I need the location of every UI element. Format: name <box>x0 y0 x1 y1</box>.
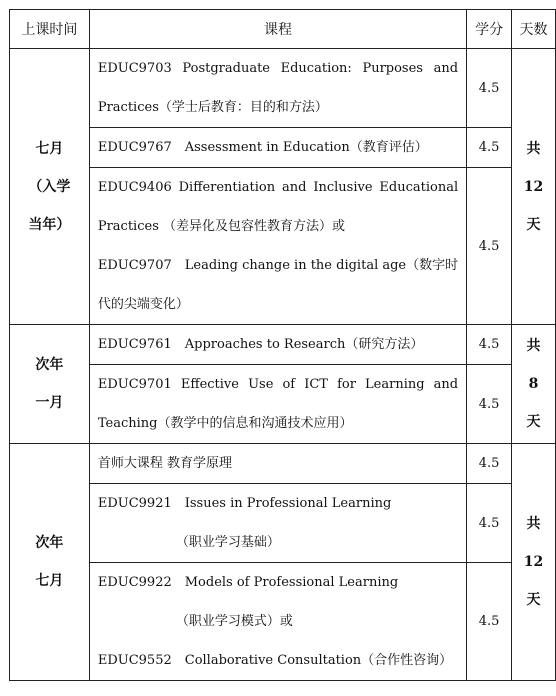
days-label: 天 <box>526 414 541 430</box>
course-cell <box>89 168 466 325</box>
course-word: EDUC9406 <box>97 180 172 195</box>
course-line: 代的尖端变化） <box>97 297 189 312</box>
table-row <box>10 484 556 563</box>
term-label: 次年 <box>35 535 64 551</box>
days-label: 天 <box>526 216 541 233</box>
credit-cell: 4.5 <box>467 563 512 681</box>
course-cell <box>89 325 466 365</box>
course-line: Teaching（教学中的信息和沟通技术应用） <box>97 416 353 431</box>
credit-cell: 4.5 <box>467 484 512 563</box>
days-label: 12 <box>523 178 544 195</box>
credit-cell: 4.5 <box>467 365 512 444</box>
course-word: EDUC9703 <box>97 61 172 76</box>
course-line <box>98 365 458 404</box>
schedule-body <box>10 49 556 681</box>
table-row <box>10 168 556 325</box>
days-label: 共 <box>526 338 541 354</box>
course-cell <box>89 365 466 444</box>
course-cell <box>89 563 466 681</box>
days-label: 8 <box>528 376 539 392</box>
term-cell <box>10 325 90 444</box>
course-word: Education: <box>280 61 352 76</box>
course-word: Learning <box>365 377 425 392</box>
table-row <box>10 365 556 444</box>
credit-cell: 4.5 <box>467 168 512 325</box>
course-word: Differentiation <box>178 180 276 195</box>
course-line: EDUC9761 Approaches to Research（研究方法） <box>97 337 424 352</box>
table-row <box>10 128 556 168</box>
course-word: and <box>282 180 307 195</box>
course-cell <box>89 444 466 484</box>
header-time: 上课时间 <box>10 10 90 49</box>
header-course: 课程 <box>89 10 466 49</box>
course-line: （职业学习模式）或 <box>175 614 293 629</box>
course-line: EDUC9552 Collaborative Consultation（合作性咨询） <box>97 653 453 668</box>
course-word: ICT <box>304 377 328 392</box>
table-row <box>10 563 556 681</box>
days-cell <box>512 444 556 681</box>
header-days: 天数 <box>512 10 556 49</box>
course-line: EDUC9922 Models of Professional Learning <box>97 575 399 590</box>
course-line: Practices（学士后教育：目的和方法） <box>97 100 328 115</box>
header-row <box>10 10 556 49</box>
term-label: 七月 <box>35 140 64 157</box>
course-word: Effective <box>180 377 239 392</box>
course-line <box>98 49 458 88</box>
course-line: EDUC9707 Leading change in the digital age（数字时 <box>97 258 459 273</box>
days-cell <box>512 49 556 325</box>
course-cell <box>89 128 466 168</box>
course-cell <box>89 49 466 128</box>
course-cell <box>89 484 466 563</box>
course-word: and <box>433 61 459 76</box>
table-row <box>10 325 556 365</box>
days-cell <box>512 325 556 444</box>
course-word: for <box>337 377 356 392</box>
days-label: 天 <box>526 592 541 608</box>
course-word: Use <box>248 377 274 392</box>
course-word: Educational <box>379 180 459 195</box>
credit-cell: 4.5 <box>467 444 512 484</box>
course-word: EDUC9701 <box>97 377 172 392</box>
days-label: 共 <box>526 516 541 532</box>
credit-cell: 4.5 <box>467 128 512 168</box>
course-line: EDUC9921 Issues in Professional Learning <box>97 496 392 511</box>
header-credit: 学分 <box>467 10 512 49</box>
course-line: 首师大课程 教育学原理 <box>97 456 232 471</box>
course-word: Inclusive <box>313 180 373 195</box>
term-cell <box>10 49 90 325</box>
term-label: 当年） <box>28 216 71 233</box>
course-line <box>98 168 458 207</box>
course-word: of <box>282 377 296 392</box>
days-label: 12 <box>523 554 544 570</box>
term-label: 次年 <box>35 357 64 373</box>
course-word: and <box>433 377 459 392</box>
table-row <box>10 49 556 128</box>
term-label: 七月 <box>35 573 64 589</box>
term-label: （入学 <box>28 178 71 195</box>
credit-cell: 4.5 <box>467 49 512 128</box>
credit-cell: 4.5 <box>467 325 512 365</box>
table-row <box>10 444 556 484</box>
term-cell <box>10 444 90 681</box>
course-line: Practices （差异化及包容性教育方法）或 <box>97 219 345 234</box>
course-schedule-table <box>9 9 556 681</box>
course-word: Purposes <box>362 61 423 76</box>
course-line: （职业学习基础） <box>175 535 280 550</box>
term-label: 一月 <box>35 395 64 411</box>
days-label: 共 <box>526 140 541 157</box>
course-line: EDUC9767 Assessment in Education（教育评估） <box>97 140 428 155</box>
course-word: Postgraduate <box>182 61 270 76</box>
